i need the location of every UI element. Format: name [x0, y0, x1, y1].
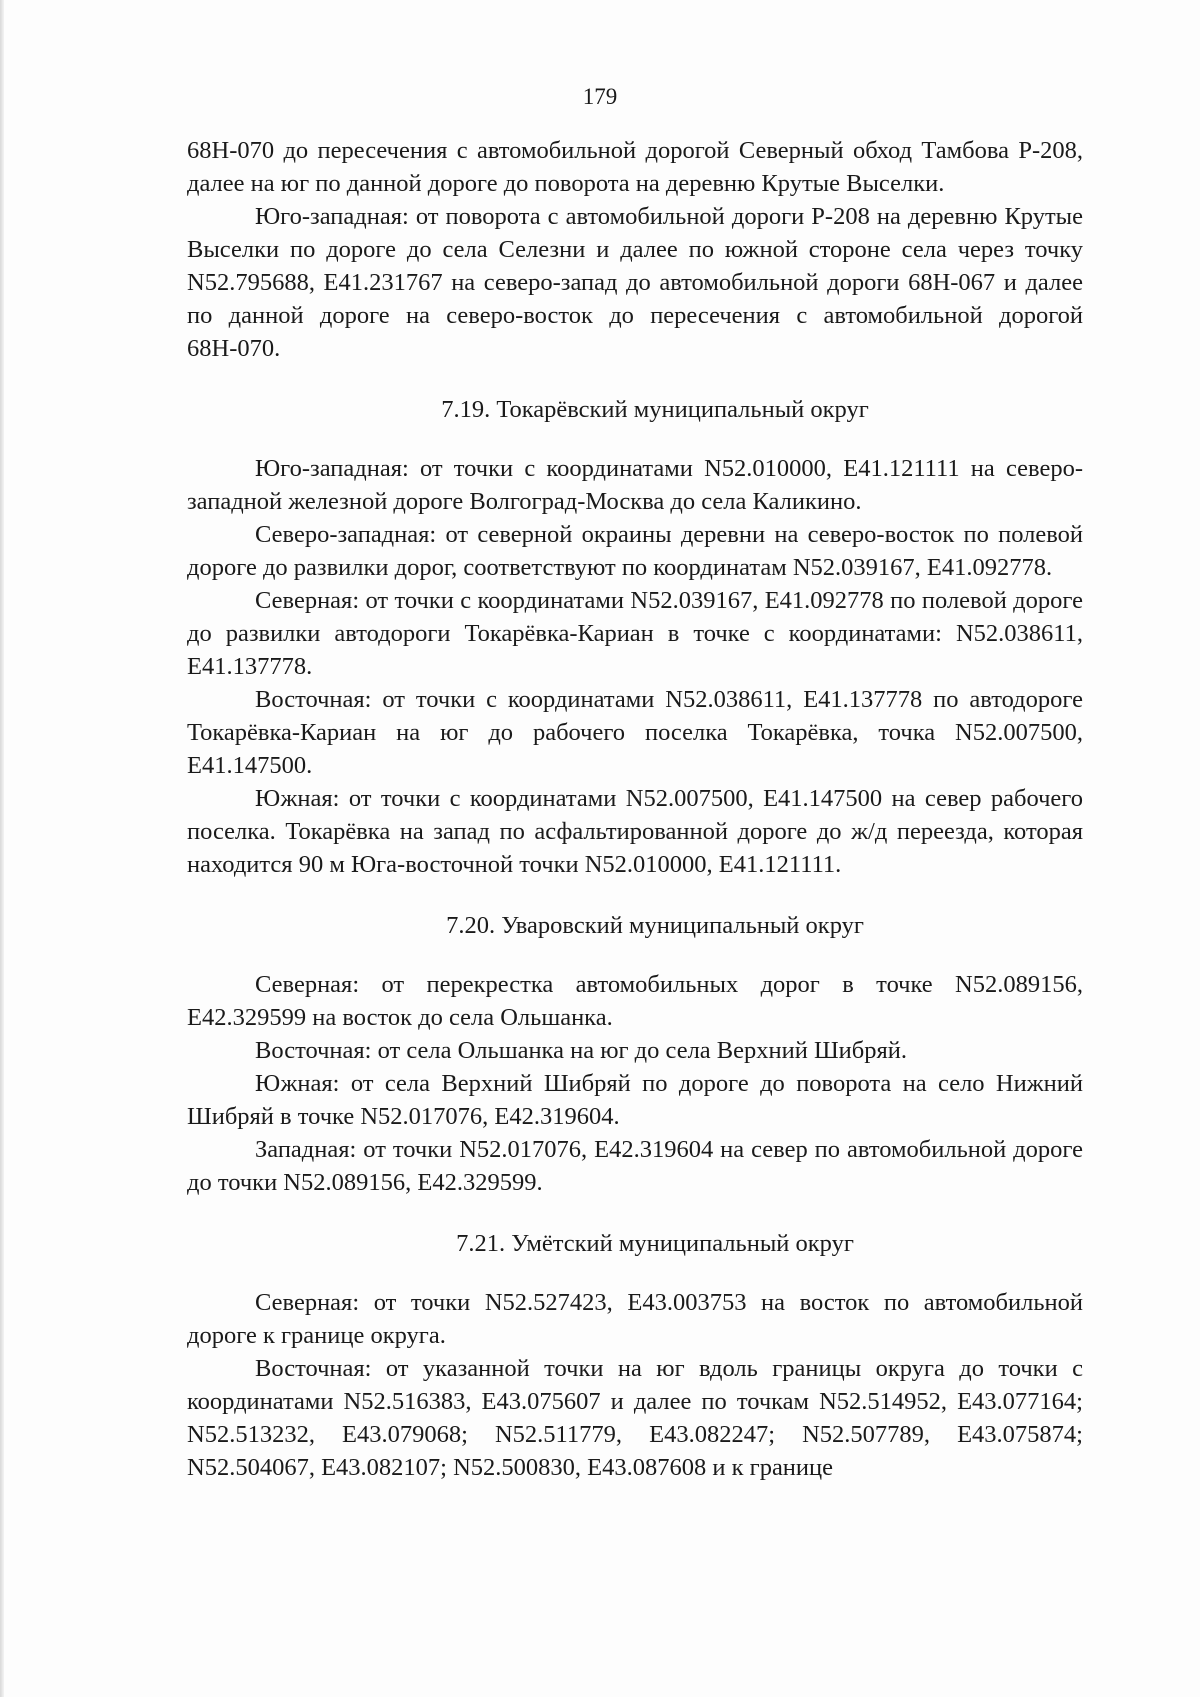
section-heading-7-19: 7.19. Токарёвский муниципальный округ: [441, 396, 869, 423]
section-heading-7-20: 7.20. Уваровский муниципальный округ: [446, 912, 864, 939]
paragraph-umet-north: Северная: от точки N52.527423, E43.003753 на восток по автомобильной дороге к границе округа.: [187, 1289, 1083, 1349]
paragraph-tokarevka-east: Восточная: от точки с координатами N52.038611, E41.137778 по автодороге Токарёвка-Кариан на юг до рабочего поселка Токарёвка, точка N52.007500, E41.147500.: [187, 686, 1083, 779]
paragraph-continuation: 68Н-070 до пересечения с автомобильной дорогой Северный обход Тамбова Р-208, далее на юг по данной дороге до поворота на деревню Крутые Выселки.: [187, 137, 1083, 197]
section-heading-7-21: 7.21. Умётский муниципальный округ: [456, 1230, 854, 1257]
paragraph-umet-east: Восточная: от указанной точки на юг вдоль границы округа до точки с координатами N52.516383, E43.075607 и далее по точкам N52.514952, E43.077164; N52.513232, E43.079068; N52.511779, E43.082247; N52.507789, E43.075874; N52.504067, E43.082107; N52.500830, E43.087608 и к границе: [187, 1355, 1083, 1481]
paragraph-tokarevka-south: Южная: от точки с координатами N52.007500, E41.147500 на север рабочего поселка. Токарёвка на запад по асфальтированной дороге до ж/д переезда, которая находится 90 м Юга-восточной точки N52.010000, E41.121111.: [187, 785, 1083, 878]
paragraph-uvarovo-east: Восточная: от села Ольшанка на юг до села Верхний Шибряй.: [255, 1037, 908, 1064]
paragraph-uvarovo-west: Западная: от точки N52.017076, E42.319604 на север по автомобильной дороге до точки N52.089156, E42.329599.: [187, 1136, 1083, 1196]
document-body: [187, 134, 1083, 1484]
scan-edge: [0, 0, 4, 1697]
page-number: 179: [582, 84, 618, 109]
paragraph-tokarevka-north: Северная: от точки с координатами N52.039167, E41.092778 по полевой дороге до развилки автодороги Токарёвка-Кариан в точке с координатами: N52.038611, E41.137778.: [187, 587, 1083, 680]
paragraph-tokarevka-southwest: Юго-западная: от точки с координатами N52.010000, E41.121111 на северо-западной железной дороге Волгоград-Москва до села Каликино.: [187, 455, 1083, 515]
paragraph-tokarevka-northwest: Северо-западная: от северной окраины деревни на северо-восток по полевой дороге до развилки дорог, соответствуют по координатам N52.039167, E41.092778.: [187, 521, 1083, 581]
paragraph-uvarovo-south: Южная: от села Верхний Шибряй по дороге до поворота на село Нижний Шибряй в точке N52.017076, E42.319604.: [187, 1070, 1083, 1130]
paragraph-southwest-border: Юго-западная: от поворота с автомобильной дороги Р-208 на деревню Крутые Выселки по дороге до села Селезни и далее по южной стороне села через точку N52.795688, E41.231767 на северо-запад до автомобильной дороги 68Н-067 и далее по данной дороге на северо-восток до пересечения с автомобильной дорогой 68Н-070.: [187, 203, 1083, 362]
paragraph-uvarovo-north: Северная: от перекрестка автомобильных дорог в точке N52.089156, E42.329599 на восток до села Ольшанка.: [187, 971, 1083, 1031]
